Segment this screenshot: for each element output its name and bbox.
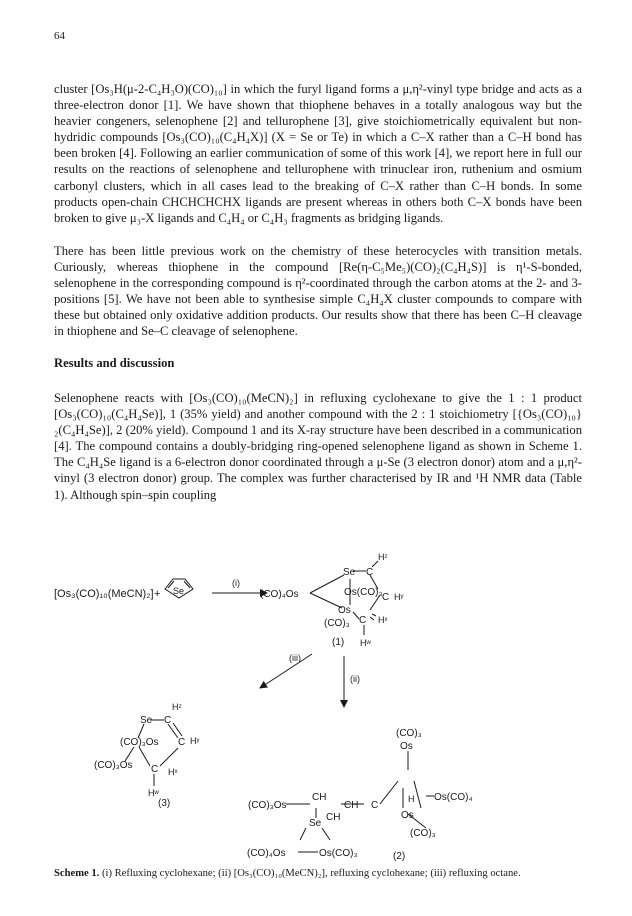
paragraph-results: Selenophene reacts with [Os₃(CO)₁₀(MeCN)₂] in refluxing cyclohexane to give the 1 : 1 product [Os₃(CO)₁₀(C₄H₄Se)], 1 (35% yield) and another compound with the 2 : 1 stoichiometry [{Os₃(CO)₁₀}₂(C₄H₄Se)], 2 (20% yield). Compound 1 and its X-ray structure have been described in a communication [4]. The compound contains a doubly-bridging ring-opened selenophene ligand as shown in Scheme 1. The C₄H₄Se ligand is a 6-electron donor coordinated through a μ-Se (3 electron donor) atom and a μ,η²-vinyl (3 electron donor) group. The complex was further characterised by IR and ¹H NMR data (Table 1). Although spin–spin coupling — [54, 391, 582, 502]
c2-se: Se — [309, 818, 322, 829]
caption-label: Scheme 1. — [54, 868, 100, 879]
c1-hx: Hˣ — [378, 615, 388, 625]
c2-os-co4-bottom: (CO)₄Os — [247, 848, 286, 859]
c2-ch-right: CH — [344, 800, 359, 811]
c1-c-top: C — [366, 567, 374, 578]
scheme-caption — [54, 867, 582, 881]
c2-label: (2) — [393, 851, 406, 862]
se-ring-label: Se — [173, 586, 185, 596]
c2-os-left: (CO)₃Os — [248, 800, 287, 811]
c1-hy: Hʸ — [394, 592, 404, 602]
c1-hz: Hᶻ — [378, 552, 388, 562]
c1-se: Se — [343, 567, 356, 578]
c1-label: (1) — [332, 637, 345, 648]
c2-os-top: Os — [400, 741, 413, 752]
c2-ch-lower: CH — [326, 812, 341, 823]
step-ii-label: (ii) — [350, 674, 360, 684]
c2-co3-top: (CO)₃ — [396, 728, 422, 739]
c2-h: H — [408, 794, 415, 804]
page-number: 64 — [54, 30, 65, 42]
paragraph-intro: cluster [Os₃H(μ-2-C₄H₃O)(CO)₁₀] in which the furyl ligand forms a μ,η²-vinyl type bridge and acts as a three-electron donor [1]. We have shown that thiophene behaves in a totally analogous way but the heavier congeners, selenophene [2] and tellurophene [3], give stoichiometrically equivalent but non-hydridic compounds [Os₃(CO)₁₀(C₄H₄X)] (X = Se or Te) in which a C–X rather than a C–H bond has been broken [4]. Following an earlier communication of some of this work [4], we report here in full our results on the reactions of selenophene and tellurophene with trinuclear iron, ruthenium and osmium carbonyl clusters, which in all cases lead to the breaking of C–X rather than C–H bonds. In some products open-chain CHCHCHCHX ligands are present whereas in others both C–X bonds have been broken to give μ₃-X ligands and C₄H₄ or C₄H₃ fragments as bridging ligands. — [54, 82, 582, 225]
c1-c-right: C — [382, 592, 390, 603]
c3-hx: Hˣ — [168, 767, 178, 777]
caption-text: (i) Refluxing cyclohexane; (ii) [Os₃(CO)₁₀(MeCN)₂], refluxing cyclohexane; (iii) refluxing octane. — [101, 868, 521, 879]
c1-co3-bottom: (CO)₃ — [324, 618, 350, 629]
c1-os-co3-right: Os(CO)₃ — [344, 587, 383, 598]
reagent-label: [Os₃(CO)₁₀(MeCN)₂] — [54, 588, 154, 600]
c3-hw: Hʷ — [148, 788, 159, 798]
c1-os-co4: (CO)₄Os — [260, 589, 299, 600]
c2-ch-top: CH — [312, 792, 327, 803]
c1-os-bottom: Os — [338, 605, 351, 616]
c3-c-top: C — [164, 715, 172, 726]
c3-label: (3) — [158, 798, 171, 809]
c3-c-bottom: C — [151, 764, 159, 775]
c3-c-right: C — [178, 737, 186, 748]
c3-se: Se — [140, 715, 153, 726]
plus-sign: + — [154, 588, 161, 600]
c3-os-co3-left: (CO)₃Os — [94, 760, 133, 771]
c3-hz: Hᶻ — [172, 702, 182, 712]
c2-os-co3-bottom: Os(CO)₃ — [319, 848, 358, 859]
step-iii-label: (iii) — [289, 653, 301, 663]
c2-co3-right: (CO)₃ — [410, 828, 436, 839]
step-i-label: (i) — [232, 578, 240, 588]
c1-hw: Hʷ — [360, 638, 371, 648]
c3-os-co3-top: (CO)₃Os — [120, 737, 159, 748]
c2-c-link: C — [371, 800, 379, 811]
reaction-scheme — [54, 542, 582, 862]
c3-hy: Hʸ — [190, 736, 200, 746]
c1-c-mid: C — [359, 615, 367, 626]
c2-os-mid: Os — [401, 810, 414, 821]
section-heading: Results and discussion — [54, 356, 175, 370]
c2-os-co4-right: Os(CO)₄ — [434, 792, 473, 803]
paragraph-background: There has been little previous work on the chemistry of these heterocycles with transition metals. Curiously, whereas thiophene in the compound [Re(η-C₅Me₅)(CO)₂(C₄H₄S)] is η¹-S-bonded, selenophene in the corresponding compound is η²-coordinated through the carbon atoms at the 2- and 3-positions [5]. We have not been able to synthesise simple C₄H₄X cluster compounds to compare with these but obtained only oxidative addition products. Our results show that there has been C–H cleavage in thiophene and Se–C cleavage of selenophene. — [54, 244, 582, 339]
